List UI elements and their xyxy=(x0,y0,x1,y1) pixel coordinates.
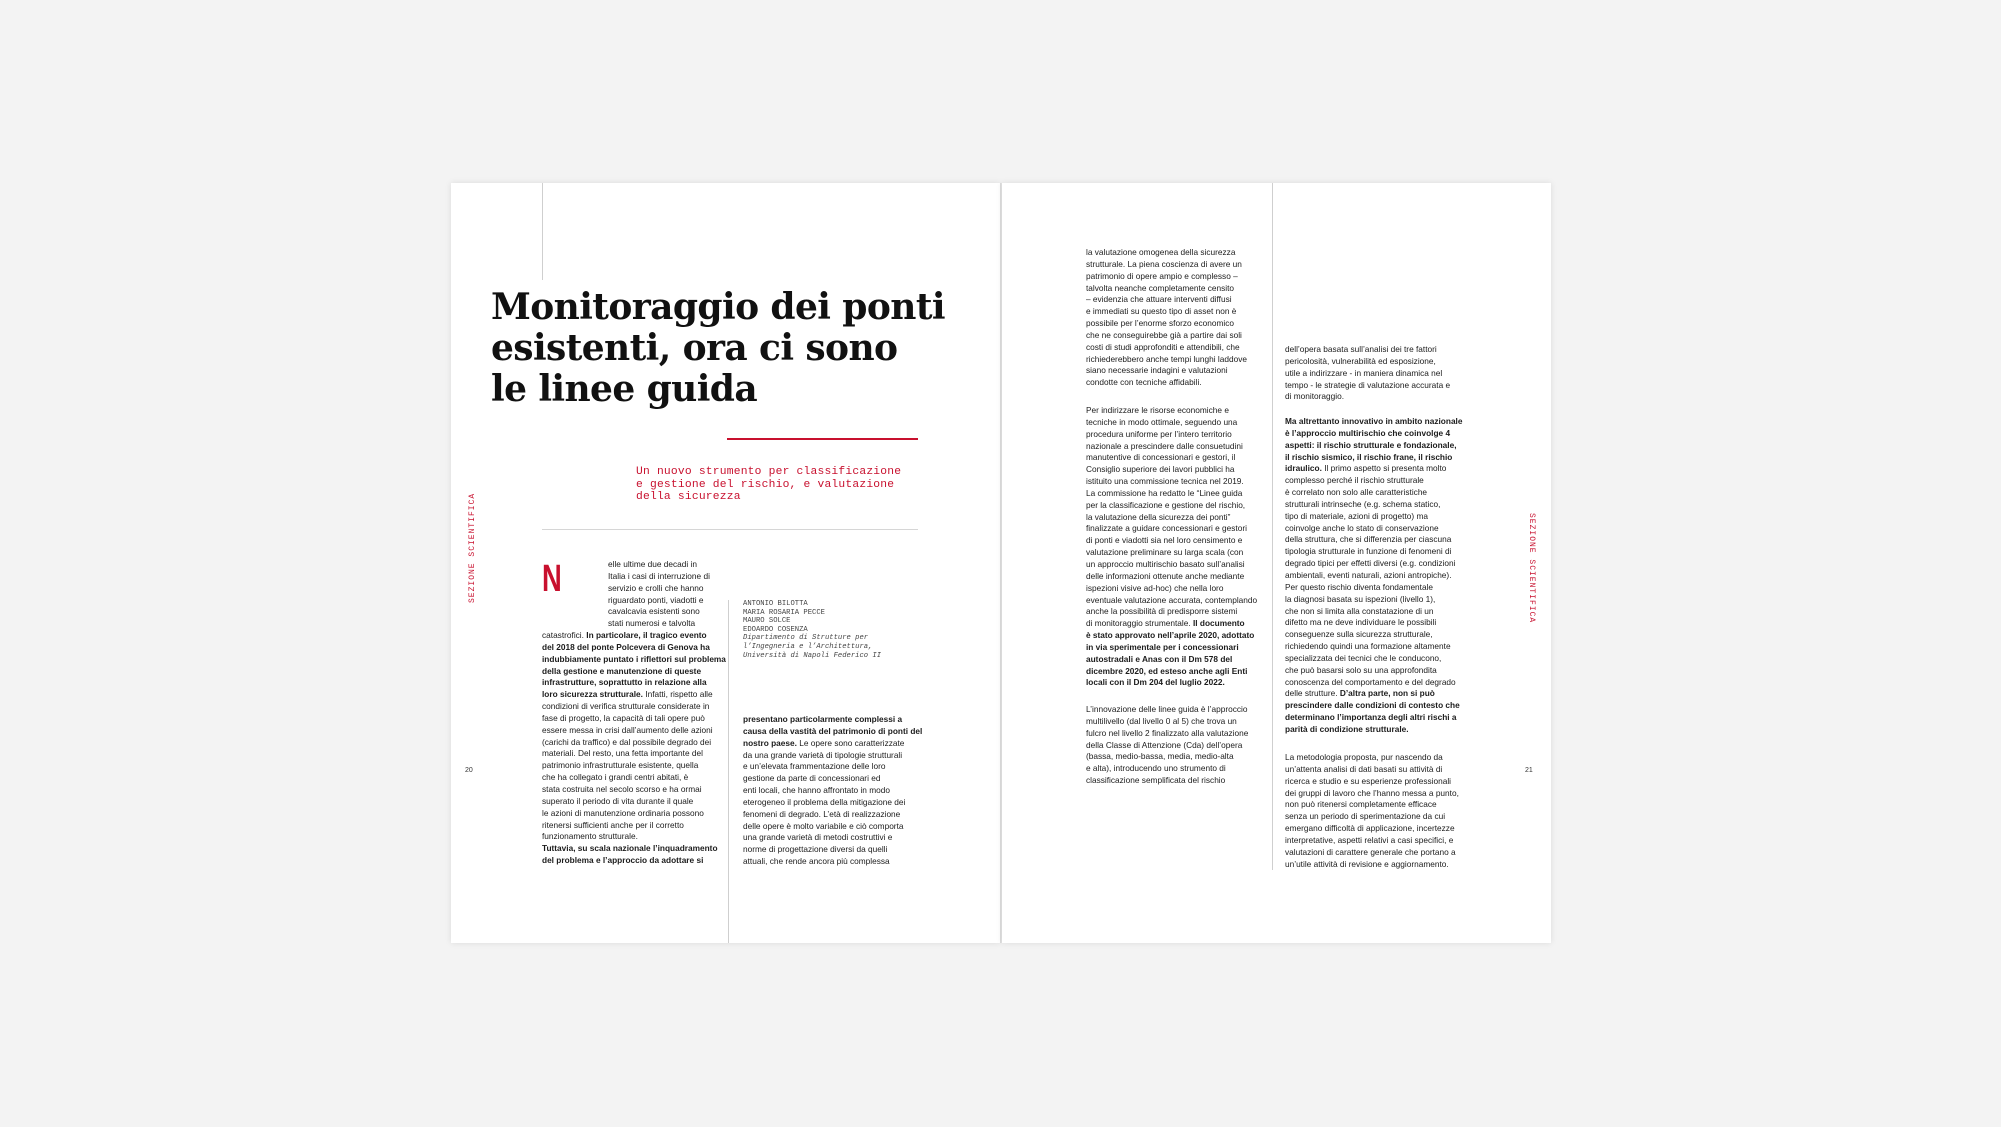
text-line xyxy=(743,750,928,762)
text-line xyxy=(1086,547,1271,559)
text-line xyxy=(1086,654,1271,666)
text-line xyxy=(1086,441,1271,453)
plain-text: talvolta neanche completamente censito xyxy=(1086,282,1235,293)
text-line xyxy=(1086,429,1271,441)
plain-text: stata costruita nel secolo scorso e ha ormai xyxy=(542,783,702,794)
text-line xyxy=(743,726,928,738)
subtitle-line: della sicurezza xyxy=(636,491,741,503)
plain-text: essere messa in crisi dall’aumento delle azioni xyxy=(542,724,713,735)
text-line xyxy=(1086,740,1271,752)
text-line xyxy=(1086,630,1271,642)
section-label: SEZIONE SCIENTIFICA xyxy=(1527,513,1536,624)
text-line xyxy=(1086,595,1271,607)
plain-text: strutturali intrinseche (e.g. schema statico, xyxy=(1285,498,1441,509)
text-line xyxy=(1285,712,1470,724)
plain-text: le azioni di manutenzione ordinaria possono xyxy=(542,807,704,818)
plain-text: un’attenta analisi di dati basati su attività di xyxy=(1285,763,1443,774)
intro-text xyxy=(608,559,728,630)
plain-text: enti locali, che hanno affrontato in modo xyxy=(743,785,890,796)
plain-text: L’innovazione delle linee guida è l’approccio xyxy=(1086,704,1248,714)
bold-text: idraulico. xyxy=(1285,463,1322,474)
plain-text: la valutazione della sicurezza dei ponti” xyxy=(1086,511,1231,522)
column-rule xyxy=(1272,183,1273,870)
text-line xyxy=(1285,380,1470,392)
text-line xyxy=(1086,677,1271,689)
plain-text: patrimonio infrastrutturale esistente, quella xyxy=(542,760,699,771)
body-column-4b xyxy=(1285,416,1470,736)
text-line xyxy=(1285,356,1470,368)
bold-text: Il documento xyxy=(1190,618,1245,629)
text-line xyxy=(1086,716,1271,728)
text-line xyxy=(542,701,728,713)
text-line xyxy=(542,808,728,820)
plain-text: La commissione ha redatto le “Linee guida xyxy=(1086,487,1243,498)
plain-text: finalizzate a guidare concessionari e gestori xyxy=(1086,523,1247,534)
text-line xyxy=(542,784,728,796)
text-line xyxy=(1086,523,1271,535)
plain-text: per la classificazione e gestione del rischio, xyxy=(1086,499,1246,510)
plain-text: coinvolge anche lo stato di conservazione xyxy=(1285,522,1439,533)
text-line xyxy=(1086,488,1271,500)
plain-text: degrado tipici per effetti diversi (e.g. condizioni xyxy=(1285,558,1456,569)
text-line xyxy=(1086,476,1271,488)
text-line xyxy=(1285,835,1470,847)
bold-text: In particolare, il tragico evento xyxy=(586,630,707,640)
plain-text: delle strutture. xyxy=(1285,688,1338,699)
text-line xyxy=(743,844,928,856)
bold-text: il rischio sismico, il rischio frane, il rischio xyxy=(1285,451,1453,462)
plain-text: possibile per l’enorme sforzo economico xyxy=(1086,318,1235,329)
text-line xyxy=(542,666,728,678)
body-column-3b xyxy=(1086,405,1271,689)
bold-text: Tuttavia, su scala nazionale l’inquadramento xyxy=(542,843,718,854)
plain-text: norme di progettazione diversi da quelli xyxy=(743,844,888,855)
bold-text: aspetti: il rischio strutturale e fondazionale, xyxy=(1285,439,1457,450)
bold-text: infrastrutture, soprattutto in relazione alla xyxy=(542,677,707,688)
text-line xyxy=(1285,487,1470,499)
bold-text: dicembre 2020, ed esteso anche agli Enti xyxy=(1086,665,1248,676)
text-line xyxy=(1285,606,1470,618)
text-line xyxy=(1285,724,1470,736)
text-line xyxy=(1285,499,1470,511)
plain-text: è correlato non solo alle caratteristiche xyxy=(1285,487,1428,498)
plain-text: la diagnosi basata su ispezioni (livello 1), xyxy=(1285,593,1436,604)
page-number: 21 xyxy=(1525,767,1533,774)
author-name: MAURO SOLCE xyxy=(743,617,791,626)
text-line xyxy=(1285,823,1470,835)
plain-text: fenomeni di degrado. L’età di realizzazione xyxy=(743,808,901,819)
text-line xyxy=(1285,570,1470,582)
text-line xyxy=(1086,728,1271,740)
plain-text: Il primo aspetto si presenta molto xyxy=(1321,463,1447,474)
text-line xyxy=(1086,271,1271,283)
article-title xyxy=(491,287,961,410)
text-line xyxy=(1086,583,1271,595)
bold-text: prescindere dalle condizioni di contesto che xyxy=(1285,700,1460,711)
plain-text: della struttura, che si differenzia per ciascuna xyxy=(1285,534,1452,545)
plain-text: richiedendo quindi una formazione altamente xyxy=(1285,641,1451,652)
plain-text: istituito una commissione tecnica nel 2019. xyxy=(1086,476,1244,487)
plain-text: un’utile attività di revisione e aggiornamento. xyxy=(1285,858,1449,869)
text-line xyxy=(1086,342,1271,354)
plain-text: Per questo rischio diventa fondamentale xyxy=(1285,581,1434,592)
bold-text: del problema e l’approccio da adottare si xyxy=(542,855,704,866)
plain-text: difetto ma ne deve individuare le possibili xyxy=(1285,617,1437,628)
page-number: 20 xyxy=(465,767,473,774)
text-line xyxy=(743,832,928,844)
text-line xyxy=(1285,764,1470,776)
text-line xyxy=(1285,391,1470,403)
text-line xyxy=(1086,405,1271,417)
text-line xyxy=(743,773,928,785)
plain-text: procedura uniforme per l’intero territorio xyxy=(1086,428,1232,439)
text-line xyxy=(1285,440,1470,452)
text-line xyxy=(542,713,728,725)
plain-text: materiali. Del resto, una fetta importante del xyxy=(542,748,703,759)
text-line xyxy=(542,772,728,784)
top-rule xyxy=(542,183,543,280)
text-line xyxy=(1086,618,1271,630)
text-line xyxy=(1285,463,1470,475)
plain-text: fulcro nel livello 2 finalizzato alla valutazione xyxy=(1086,727,1249,738)
text-line xyxy=(1086,704,1271,716)
plain-text: (carichi da traffico) e dal possibile degrado dei xyxy=(542,736,712,747)
plain-text: attuali, che rende ancora più complessa xyxy=(743,856,890,867)
section-label: SEZIONE SCIENTIFICA xyxy=(468,492,477,603)
author-block xyxy=(743,600,923,660)
plain-text: utile a indirizzare - in maniera dinamica nel xyxy=(1285,367,1443,378)
text-line: elle ultime due decadi in xyxy=(608,559,698,569)
text-line xyxy=(542,654,728,666)
text-line xyxy=(1285,523,1470,535)
text-line xyxy=(1285,847,1470,859)
plain-text: – evidenzia che attuare interventi diffusi xyxy=(1086,294,1232,305)
plain-text: complesso perché il rischio strutturale xyxy=(1285,475,1424,486)
text-line xyxy=(1285,653,1470,665)
body-column-1 xyxy=(542,630,728,867)
author-name: MARIA ROSARIA PECCE xyxy=(743,608,825,617)
text-line xyxy=(542,843,728,855)
bold-text: parità di condizione strutturale. xyxy=(1285,723,1409,734)
plain-text: delle opere è molto variabile e ciò comporta xyxy=(743,820,904,831)
text-line xyxy=(1086,452,1271,464)
text-line xyxy=(1086,318,1271,330)
left-page xyxy=(451,183,1000,943)
text-line xyxy=(542,737,728,749)
plain-text: richiederebbero anche tempi lunghi laddove xyxy=(1086,353,1247,364)
plain-text: condizioni di verifica strutturale considerate in xyxy=(542,701,710,712)
text-line xyxy=(1285,511,1470,523)
text-line xyxy=(1285,582,1470,594)
body-column-4c xyxy=(1285,752,1470,870)
affiliation-line: Università di Napoli Federico II xyxy=(743,651,882,660)
plain-text: da una grande varietà di tipologie strutturali xyxy=(743,749,903,760)
text-line xyxy=(1086,294,1271,306)
plain-text: di monitoraggio. xyxy=(1285,391,1345,402)
text-line xyxy=(1086,751,1271,763)
bold-text: indubbiamente puntato i riflettori sul problema xyxy=(542,653,726,664)
plain-text: che ha collegato i grandi centri abitati, è xyxy=(542,772,689,783)
body-column-3c xyxy=(1086,704,1271,787)
plain-text: ispezioni visive ad-hoc) che nella loro xyxy=(1086,582,1224,593)
plain-text: tempo - le strategie di valutazione accurata e xyxy=(1285,379,1451,390)
plain-text: multilivello (dal livello 0 al 5) che trova un xyxy=(1086,715,1237,726)
plain-text: che non si limita alla constatazione di un xyxy=(1285,605,1434,616)
text-line xyxy=(542,760,728,772)
plain-text: dei gruppi di lavoro che l’hanno messa a punto, xyxy=(1285,787,1459,798)
plain-text: eterogeneo il problema della mitigazione dei xyxy=(743,796,906,807)
text-line xyxy=(1285,677,1470,689)
plain-text: e immediati su questo tipo di asset non è xyxy=(1086,306,1237,317)
text-line xyxy=(542,725,728,737)
text-line xyxy=(1086,512,1271,524)
text-line xyxy=(1285,558,1470,570)
text-line xyxy=(1285,629,1470,641)
plain-text: funzionamento strutturale. xyxy=(542,831,638,842)
text-line xyxy=(743,797,928,809)
plain-text: condotte con tecniche affidabili. xyxy=(1086,377,1202,388)
plain-text: che ne conseguirebbe già a partire dai soli xyxy=(1086,329,1242,340)
plain-text: patrimonio di opere ampio e complesso – xyxy=(1086,270,1238,281)
plain-text: e un’elevata frammentazione delle loro xyxy=(743,761,886,772)
text-line xyxy=(1086,417,1271,429)
text-line xyxy=(1086,306,1271,318)
plain-text: non può ritenersi completamente efficace xyxy=(1285,799,1437,810)
plain-text: ambientali, eventi naturali, azioni antropiche). xyxy=(1285,569,1452,580)
text-line xyxy=(1285,799,1470,811)
text-line xyxy=(743,809,928,821)
plain-text: strutturale. La piena coscienza di avere un xyxy=(1086,258,1242,269)
accent-rule xyxy=(727,438,918,440)
text-line xyxy=(1285,776,1470,788)
text-line xyxy=(1285,617,1470,629)
title-line: Monitoraggio dei ponti xyxy=(491,286,945,328)
text-line xyxy=(743,785,928,797)
bold-text: autostradali e Anas con il Dm 578 del xyxy=(1086,653,1233,664)
plain-text: una grande varietà di metodi costruttivi e xyxy=(743,832,893,843)
plain-text: Infatti, rispetto alle xyxy=(642,689,713,700)
text-line xyxy=(1086,775,1271,787)
text-line xyxy=(1086,763,1271,775)
right-page xyxy=(1002,183,1551,943)
plain-text: ricerca e studio e su esperienze professionali xyxy=(1285,775,1452,786)
text-line xyxy=(1086,377,1271,389)
subtitle-line: e gestione del rischio, e valutazione xyxy=(636,478,895,491)
plain-text: Le opere sono caratterizzate xyxy=(796,737,905,748)
affiliation-line: l’Ingegneria e l’Architettura, xyxy=(743,642,873,651)
text-line xyxy=(542,831,728,843)
plain-text: tipologia strutturale in funzione di fenomeni di xyxy=(1285,546,1452,557)
text-line xyxy=(1086,571,1271,583)
text-line: stati numerosi e talvolta xyxy=(608,618,696,629)
bold-text: D’altra parte, non si può xyxy=(1337,688,1435,699)
text-line xyxy=(1285,428,1470,440)
bold-text: determinano l’importanza degli altri rischi a xyxy=(1285,712,1457,723)
plain-text: eventuale valutazione accurata, contemplando xyxy=(1086,594,1258,605)
plain-text: dell’opera basata sull’analisi dei tre fattori xyxy=(1285,344,1437,354)
plain-text: la valutazione omogenea della sicurezza xyxy=(1086,247,1236,257)
plain-text: tecniche in modo ottimale, seguendo una xyxy=(1086,416,1238,427)
title-line: esistenti, ora ci sono xyxy=(491,327,898,369)
plain-text: gestione da parte di concessionari ed xyxy=(743,773,881,784)
plain-text: valutazione preliminare su larga scala (con xyxy=(1086,547,1244,558)
bold-text: causa della vastità del patrimonio di ponti del xyxy=(743,725,923,736)
text-line xyxy=(1285,752,1470,764)
plain-text: pericolosità, vulnerabilità ed esposizione, xyxy=(1285,355,1436,366)
text-line xyxy=(542,689,728,701)
text-line xyxy=(1086,500,1271,512)
text-line: Italia i casi di interruzione di xyxy=(608,570,710,581)
body-column-3a xyxy=(1086,247,1271,389)
text-line xyxy=(743,821,928,833)
bold-text: è l’approccio multirischio che coinvolge 4 xyxy=(1285,427,1451,438)
plain-text: fase di progetto, la capacità di tali opere può xyxy=(542,712,705,723)
affiliation-line: Dipartimento di Strutture per xyxy=(743,634,869,643)
text-line xyxy=(1086,559,1271,571)
text-line xyxy=(542,630,728,642)
text-line xyxy=(1285,788,1470,800)
text-line xyxy=(1285,665,1470,677)
column-rule xyxy=(728,600,729,943)
text-line xyxy=(743,738,928,750)
text-line xyxy=(1285,368,1470,380)
text-line xyxy=(1086,606,1271,618)
text-line xyxy=(542,748,728,760)
author-name: ANTONIO BILOTTA xyxy=(743,600,808,608)
bold-text: presentano particolarmente complessi a xyxy=(743,714,903,724)
plain-text: conseguenze sulla sicurezza strutturale, xyxy=(1285,629,1433,640)
text-line xyxy=(542,796,728,808)
bold-text: è stato approvato nell’aprile 2020, adottato xyxy=(1086,630,1255,641)
text-line xyxy=(1086,283,1271,295)
plain-text: senza un periodo di sperimentazione da cui xyxy=(1285,811,1446,822)
plain-text: manutentive di concessionari e gestori, il xyxy=(1086,452,1236,463)
text-line xyxy=(1086,365,1271,377)
plain-text: nazionale a prescindere dalle consuetudini xyxy=(1086,440,1243,451)
plain-text: un approccio multirischio basato sull’analisi xyxy=(1086,558,1245,569)
text-line xyxy=(1086,666,1271,678)
plain-text: (bassa, medio-bassa, media, medio-alta xyxy=(1086,751,1234,762)
text-line: riguardato ponti, viadotti e xyxy=(608,594,704,605)
plain-text: costi di studi approfonditi e attendibili, che xyxy=(1086,341,1240,352)
text-line xyxy=(1086,330,1271,342)
text-line xyxy=(1285,416,1470,428)
bold-text: della gestione e manutenzione di queste xyxy=(542,665,702,676)
plain-text: di monitoraggio strumentale. xyxy=(1086,618,1191,629)
text-line xyxy=(1285,452,1470,464)
text-line xyxy=(1285,859,1470,871)
plain-text: valutazioni di carattere generale che portano a xyxy=(1285,846,1456,857)
plain-text: delle informazioni ottenute anche mediante xyxy=(1086,570,1245,581)
text-line xyxy=(1285,594,1470,606)
bold-text: Ma altrettanto innovativo in ambito nazionale xyxy=(1285,416,1463,426)
plain-text: e alta), introducendo uno strumento di xyxy=(1086,763,1226,774)
text-line xyxy=(1285,534,1470,546)
body-column-4a xyxy=(1285,344,1470,403)
plain-text: della Classe di Attenzione (Cda) dell’opera xyxy=(1086,739,1243,750)
plain-text: tipo di materiale, azioni di progetto) ma xyxy=(1285,510,1428,521)
text-line xyxy=(743,856,928,868)
subtitle-line: Un nuovo strumento per classificazione xyxy=(636,466,902,478)
plain-text: conoscenza del comportamento e del degrado xyxy=(1285,676,1456,687)
text-line xyxy=(743,761,928,773)
plain-text: specializzata dei tecnici che le conducono, xyxy=(1285,652,1442,663)
bold-text: nostro paese. xyxy=(743,737,797,748)
plain-text: Per indirizzare le risorse economiche e xyxy=(1086,405,1229,415)
plain-text: catastrofici. xyxy=(542,630,587,640)
section-divider xyxy=(542,529,918,530)
title-line: le linee guida xyxy=(491,368,758,410)
article-subtitle xyxy=(636,466,936,504)
text-line xyxy=(542,855,728,867)
plain-text: La metodologia proposta, pur nascendo da xyxy=(1285,752,1443,762)
plain-text: siano necessarie indagini e valutazioni xyxy=(1086,365,1228,376)
text-line xyxy=(1086,464,1271,476)
plain-text: superato il periodo di vita durante il quale xyxy=(542,795,694,806)
text-line xyxy=(1086,642,1271,654)
drop-cap: N xyxy=(542,558,562,600)
text-line xyxy=(1285,700,1470,712)
text-line xyxy=(542,677,728,689)
bold-text: in via sperimentale per i concessionari xyxy=(1086,641,1239,652)
text-line xyxy=(1285,344,1470,356)
plain-text: anche la possibilità di predisporre sistemi xyxy=(1086,606,1238,617)
plain-text: ritenersi sufficienti anche per il corretto xyxy=(542,819,684,830)
plain-text: emergano difficoltà di applicazione, incertezze xyxy=(1285,823,1455,834)
bold-text: locali con il Dm 204 del luglio 2022. xyxy=(1086,677,1225,688)
text-line xyxy=(1285,641,1470,653)
text-line xyxy=(1285,546,1470,558)
text-line xyxy=(1086,259,1271,271)
text-line xyxy=(743,714,928,726)
plain-text: di ponti e viadotti sia nel loro censimento e xyxy=(1086,535,1243,546)
text-line xyxy=(1086,535,1271,547)
plain-text: Consiglio superiore dei lavori pubblici ha xyxy=(1086,464,1235,475)
bold-text: loro sicurezza strutturale. xyxy=(542,689,643,700)
text-line xyxy=(542,642,728,654)
body-column-2 xyxy=(743,714,928,868)
text-line xyxy=(1285,688,1470,700)
text-line: cavalcavia esistenti sono xyxy=(608,606,700,617)
text-line xyxy=(1285,811,1470,823)
text-line xyxy=(1086,354,1271,366)
text-line xyxy=(1086,247,1271,259)
text-line: servizio e crolli che hanno xyxy=(608,582,704,593)
plain-text: interpretative, aspetti relativi a casi specifici, e xyxy=(1285,834,1454,845)
plain-text: che può basarsi solo su una approfondita xyxy=(1285,664,1437,675)
text-line xyxy=(1285,475,1470,487)
author-name: EDOARDO COSENZA xyxy=(743,625,808,634)
plain-text: classificazione semplificata del rischio xyxy=(1086,775,1226,786)
bold-text: del 2018 del ponte Polcevera di Genova ha xyxy=(542,641,710,652)
text-line xyxy=(542,820,728,832)
